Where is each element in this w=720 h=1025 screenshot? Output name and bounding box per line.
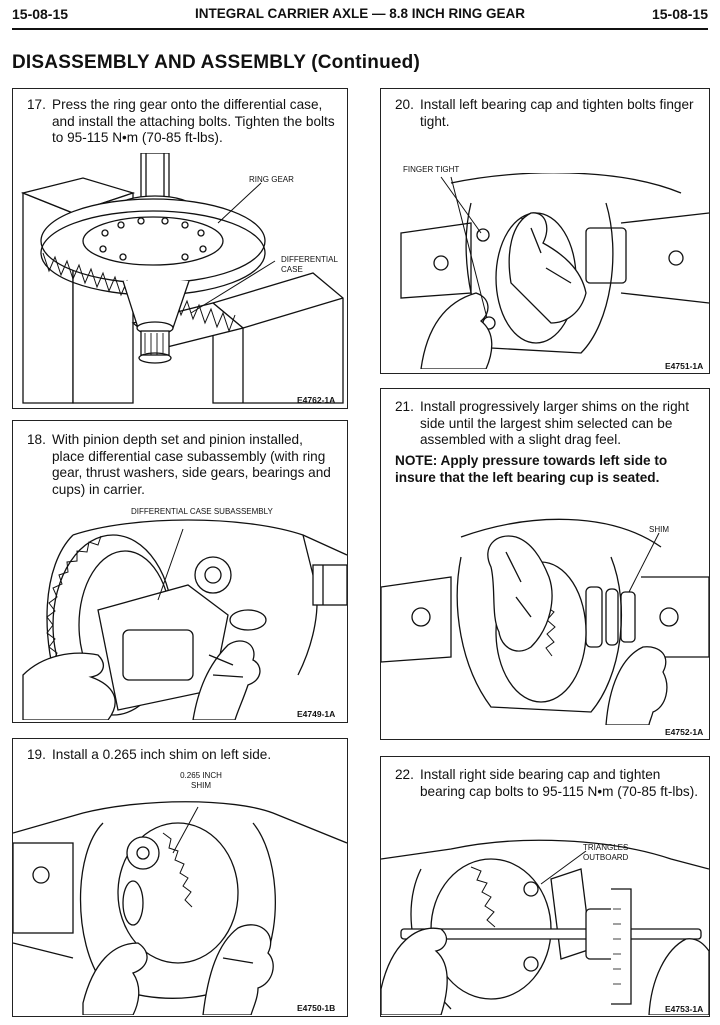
label-differential-case: DIFFERENTIAL CASE bbox=[281, 255, 338, 274]
page-number-right: 15-08-15 bbox=[651, 6, 708, 22]
step-21-panel bbox=[380, 388, 710, 740]
step-number: 18. bbox=[27, 432, 46, 447]
step-22-text bbox=[395, 767, 701, 800]
torque-bearing-cap-illustration bbox=[381, 829, 709, 1015]
step-number: 21. bbox=[395, 399, 414, 414]
step-number: 22. bbox=[395, 767, 414, 782]
step-19-text bbox=[27, 747, 339, 764]
page-number-left: 15-08-15 bbox=[12, 6, 69, 22]
differential-subassembly-illustration bbox=[13, 515, 347, 720]
step-21-text bbox=[395, 399, 701, 449]
step-20-text bbox=[395, 97, 701, 130]
label-triangles-outboard: TRIANGLES OUTBOARD bbox=[583, 843, 629, 862]
step-21-note: NOTE: Apply pressure towards left side to insure that the left bearing cup is seated. bbox=[395, 453, 668, 485]
figure-code: E4749-1A bbox=[297, 709, 336, 719]
step-number: 17. bbox=[27, 97, 46, 112]
step-instruction: Install left bearing cap and tighten bolts finger tight. bbox=[420, 97, 694, 129]
step-17-text bbox=[27, 97, 339, 147]
label-ring-gear: RING GEAR bbox=[249, 175, 294, 184]
step-18-panel bbox=[12, 420, 348, 723]
step-instruction: Press the ring gear onto the differential case, and install the attaching bolts. Tighten the bolts to 95-115 N•m (70-85 ft-lbs). bbox=[52, 97, 335, 145]
label-0265-inch-shim: 0.265 INCH SHIM bbox=[180, 771, 222, 790]
step-instruction: Install right side bearing cap and tighten bearing cap bolts to 95-115 N•m (70-85 ft-lbs). bbox=[420, 767, 699, 799]
label-differential-case-subassembly: DIFFERENTIAL CASE SUBASSEMBLY bbox=[131, 507, 273, 516]
step-19-panel bbox=[12, 738, 348, 1017]
figure-code: E4750-1B bbox=[297, 1003, 336, 1013]
label-shim: SHIM bbox=[649, 525, 669, 534]
step-20-panel bbox=[380, 88, 710, 374]
figure-code: E4762-1A bbox=[297, 395, 336, 405]
step-instruction: Install progressively larger shims on the right side until the largest shim selected can be assembled with a slight drag feel. bbox=[420, 399, 689, 447]
step-18-text bbox=[27, 432, 339, 498]
step-17-panel bbox=[12, 88, 348, 409]
bearing-cap-illustration bbox=[381, 173, 709, 369]
page-title: INTEGRAL CARRIER AXLE — 8.8 INCH RING GEAR bbox=[194, 6, 526, 21]
figure-code: E4752-1A bbox=[665, 727, 704, 737]
ring-gear-illustration bbox=[13, 153, 347, 408]
step-instruction: Install a 0.265 inch shim on left side. bbox=[52, 747, 272, 762]
step-22-panel bbox=[380, 756, 710, 1017]
figure-code: E4753-1A bbox=[665, 1004, 704, 1014]
page-header bbox=[12, 6, 708, 28]
shim-installation-illustration bbox=[13, 793, 347, 1015]
header-rule bbox=[12, 28, 708, 30]
shim-selection-illustration bbox=[381, 507, 709, 725]
step-number: 20. bbox=[395, 97, 414, 112]
label-finger-tight: FINGER TIGHT bbox=[403, 165, 460, 174]
section-title: DISASSEMBLY AND ASSEMBLY (Continued) bbox=[12, 52, 420, 73]
step-number: 19. bbox=[27, 747, 46, 762]
figure-code: E4751-1A bbox=[665, 361, 704, 371]
step-instruction: With pinion depth set and pinion installed, place differential case subassembly (with ring gear, thrust washers, side gears, bearings and cups) in carrier. bbox=[52, 432, 331, 497]
